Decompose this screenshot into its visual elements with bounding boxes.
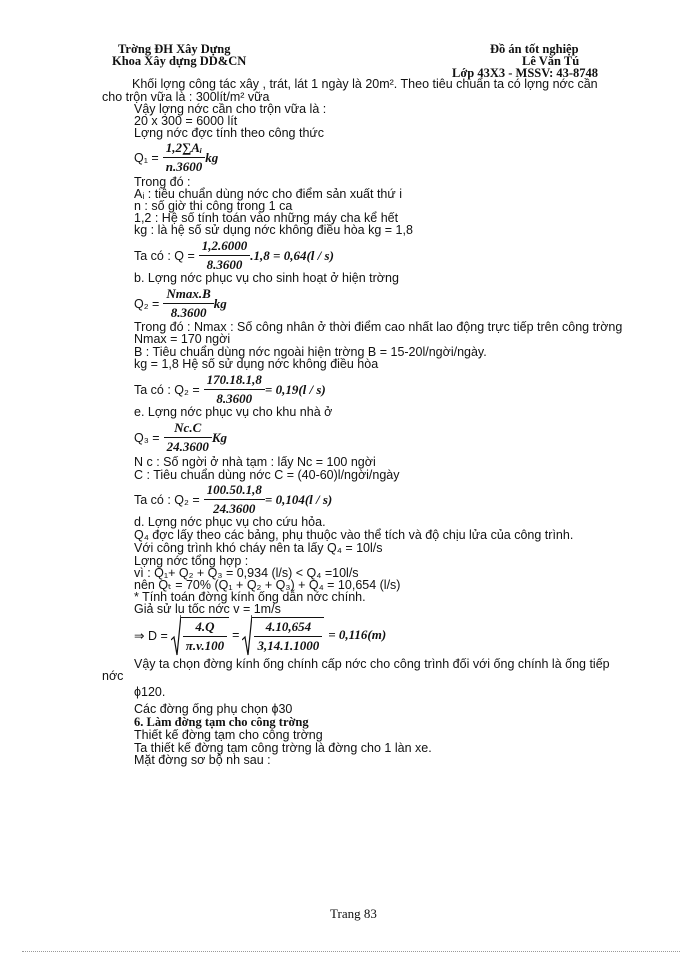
formula-q3 <box>134 420 227 455</box>
fraction-numerator: 4.10,654 <box>254 619 322 637</box>
text-line: n : số giờ thi công trong 1 ca <box>134 199 293 213</box>
text-line: Khối lợng công tác xây , trát, lát 1 ngày là 20m². Theo tiêu chuẩn ta có lợng nớc cần <box>132 77 598 91</box>
radical-sign-icon <box>171 614 181 656</box>
formula-lhs: Q₃ = <box>134 430 160 445</box>
fraction-numerator: 100.50.1,8 <box>204 482 265 500</box>
text-line: Vậy lợng nớc cần cho trộn vữa là : <box>134 102 327 116</box>
text-line: 1,2 : Hệ số tính toán vào những máy cha kể hết <box>134 211 399 225</box>
formula-lhs: Q₁ = <box>134 150 159 165</box>
text-line: kg : là hệ số sử dụng nớc không điều hòa kg = 1,8 <box>134 223 413 237</box>
text-line: cho trộn vữa là : 300lít/m² vữa <box>102 90 270 104</box>
calc-q3 <box>134 482 332 517</box>
formula-lhs: ⇒ D = <box>134 628 168 643</box>
text-line: B : Tiêu chuẩn dùng nớc ngoài hiện trờng B = 15-20l/ngời/ngày. <box>134 345 487 359</box>
formula-result: = 0,104(l / s) <box>264 491 333 507</box>
text-line: Với công trình khó cháy nên ta lấy Q₄ = 10l/s <box>134 541 383 555</box>
formula-q1 <box>134 140 218 175</box>
formula-lhs: Ta có : Q₂ = <box>134 382 200 397</box>
text-line: 20 x 300 = 6000 lít <box>134 114 238 128</box>
formula-unit: kg <box>205 149 219 165</box>
fraction-denominator: 8.3600 <box>216 391 253 406</box>
formula-unit: Kg <box>211 429 228 445</box>
text-line: Giả sử lu tốc nớc v = 1m/s <box>134 602 281 616</box>
fraction-denominator: 24.3600 <box>213 501 256 516</box>
text-line: Các đờng ống phụ chọn ϕ30 <box>134 702 293 716</box>
text-line: nên Qₜ = 70% (Q₁ + Q₂ + Q₃) + Q₄ = 10,654 (l/s) <box>134 578 401 592</box>
text-line: Vậy ta chọn đờng kính ống chính cấp nớc cho công trình đối với ống chính là ống tiếp <box>134 657 610 671</box>
text-line: N c : Số ngời ở nhà tạm : lấy Nc = 100 ngời <box>134 455 376 469</box>
fraction-denominator: π.v.100 <box>185 637 225 653</box>
fraction-numerator: 1,2∑Aᵢ <box>163 140 205 158</box>
text-line: Mặt đờng sơ bộ nh sau : <box>134 753 271 767</box>
text-line: vì : Q₁+ Q₂ + Q₃ = 0,934 (l/s) < Q₄ =10l/s <box>134 566 359 580</box>
fraction-denominator: 24.3600 <box>166 439 209 454</box>
text-line: Aᵢ : tiêu chuẩn dùng nớc cho điểm sản xuất thứ i <box>134 187 402 201</box>
text-line: Lợng nớc tổng hợp : <box>134 554 249 568</box>
text-line: Nmax = 170 ngời <box>134 332 231 346</box>
formula-lhs: Ta có : Q = <box>134 248 195 263</box>
formula-diameter <box>134 614 386 656</box>
fraction-denominator: n.3600 <box>165 159 203 174</box>
text-line: b. Lợng nớc phục vụ cho sinh hoạt ở hiện trờng <box>134 271 399 285</box>
calc-q1 <box>134 238 334 273</box>
formula-result: .1,8 = 0,64(l / s) <box>250 247 334 263</box>
text-line: ϕ120. <box>134 685 166 699</box>
sqrt-symbol <box>171 614 229 656</box>
sqrt-symbol <box>242 614 324 656</box>
fraction-numerator: 170.18.1,8 <box>204 372 265 390</box>
text-line: kg = 1,8 Hệ số sử dụng nớc không điều hòa <box>134 357 379 371</box>
fraction-numerator: 4.Q <box>183 619 227 637</box>
text-line: * Tính toán đờng kính ống dẫn nớc chính. <box>134 590 366 604</box>
fraction-denominator: 3,14.1.1000 <box>257 637 320 653</box>
equals-sign: = <box>232 628 240 642</box>
faculty-name: Khoa Xây dựng DD&CN <box>112 54 247 68</box>
fraction-denominator: 8.3600 <box>170 305 207 320</box>
formula-lhs: Q₂ = <box>134 296 160 311</box>
page-number: Trang 83 <box>330 906 377 921</box>
fraction-numerator: 1,2.6000 <box>199 238 251 256</box>
radical-sign-icon <box>242 614 252 656</box>
text-line: Ta thiết kế đờng tạm công trờng là đờng cho 1 làn xe. <box>134 741 432 755</box>
text-line: nớc <box>102 669 124 683</box>
text-line: Q₄ đợc lấy theo các bảng, phụ thuộc vào thể tích và độ chịu lửa của công trình. <box>134 528 574 542</box>
text-line: d. Lợng nớc phục vụ cho cứu hỏa. <box>134 515 326 529</box>
formula-result: = 0,19(l / s) <box>264 381 326 397</box>
text-line: Trong đó : Nmax : Số công nhân ở thời điểm cao nhất lao động trực tiếp trên công trờng <box>134 320 623 334</box>
fraction-numerator: Nc.C <box>164 420 212 438</box>
class-id: Lớp 43X3 - MSSV: 43-8748 <box>452 66 599 80</box>
section-heading: 6. Làm đờng tạm cho công trờng <box>134 715 309 729</box>
formula-result: = 0,116(m) <box>328 627 387 642</box>
calc-q2 <box>134 372 326 407</box>
text-line: C : Tiêu chuẩn dùng nớc C = (40-60)l/ngời/ngày <box>134 468 400 482</box>
text-line: Lợng nớc đợc tính theo công thức <box>134 126 325 140</box>
fraction-denominator: 8.3600 <box>206 257 243 272</box>
text-line: e. Lợng nớc phục vụ cho khu nhà ở <box>134 405 333 419</box>
fraction-numerator: Nmax.B <box>163 286 213 304</box>
formula-unit: kg <box>213 295 227 311</box>
project-title: Đồ án tốt nghiệp <box>490 42 579 56</box>
author-name: Lê Văn Tú <box>522 54 580 68</box>
formula-lhs: Ta có : Q₂ = <box>134 492 200 507</box>
text-line: Thiết kế đờng tạm cho công trờng <box>134 728 323 742</box>
footer-divider <box>22 951 680 952</box>
school-name: Trờng ĐH Xây Dựng <box>118 42 231 56</box>
text-line: Trong đó : <box>134 175 191 189</box>
formula-q2 <box>134 286 227 321</box>
